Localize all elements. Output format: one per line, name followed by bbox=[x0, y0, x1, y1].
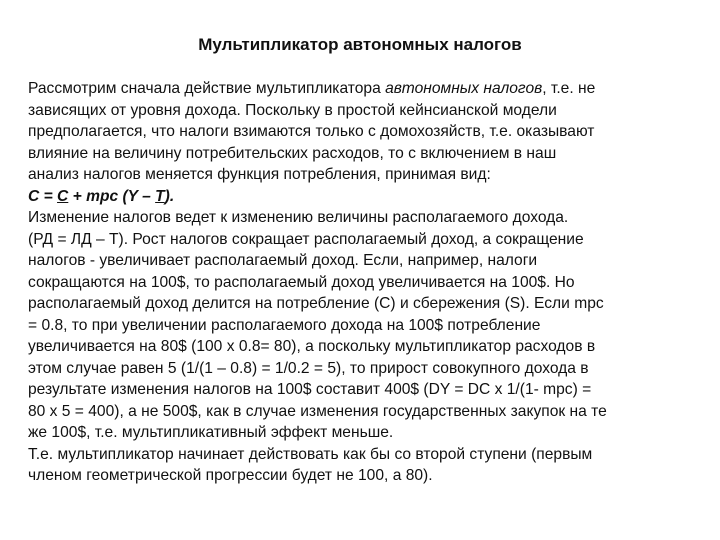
formula-part-1: С = bbox=[28, 187, 58, 205]
formula-autonomous-taxes: T bbox=[155, 187, 165, 205]
text-line-1 bbox=[28, 78, 708, 100]
body-text bbox=[28, 78, 708, 487]
consumption-formula bbox=[28, 186, 708, 208]
formula-part-3: + mpc (Y – bbox=[68, 187, 156, 205]
slide-title: Мультипликатор автономных налогов bbox=[198, 35, 522, 54]
text-line-12: = 0.8, то при увеличении располагаемого дохода на 100$ потребление bbox=[28, 316, 541, 334]
text-line-2: зависящих от уровня дохода. Поскольку в простой кейнсианской модели bbox=[28, 101, 557, 119]
text-line-15: результате изменения налогов на 100$ составит 400$ (DY = DC x 1/(1- mpc) = bbox=[28, 381, 592, 398]
text-line-16: 80 х 5 = 400), а не 500$, как в случае изменения государственных закупок на те bbox=[28, 402, 607, 420]
formula-autonomous-consumption: С bbox=[57, 187, 69, 205]
text-line-13: увеличивается на 80$ (100 х 0.8= 80), а поскольку мультипликатор расходов в bbox=[28, 338, 596, 355]
formula-part-5: ). bbox=[164, 187, 175, 205]
text-line-5: анализ налогов меняется функция потребления, принимая вид: bbox=[28, 166, 491, 183]
text-line-14: этом случае равен 5 (1/(1 – 0.8) = 1/0.2 = 5), то прирост совокупного дохода в bbox=[28, 359, 589, 377]
text-line-9: налогов - увеличивает располагаемый доход. Если, например, налоги bbox=[28, 252, 538, 269]
text-line-17: же 100$, т.е. мультипликативный эффект меньше. bbox=[28, 424, 394, 441]
text-line-11: располагаемый доход делится на потребление (С) и сбережения (S). Если mpc bbox=[28, 295, 604, 312]
text-line-4: влияние на величину потребительских расходов, то с включением в наш bbox=[28, 144, 557, 162]
text-line-10: сокращаются на 100$, то располагаемый доход увеличивается на 100$. Но bbox=[28, 273, 575, 291]
line-1-part-c: , т.е. не bbox=[542, 80, 596, 97]
text-line-7: Изменение налогов ведет к изменению величины располагаемого дохода. bbox=[28, 209, 569, 226]
text-line-3: предполагается, что налоги взимаются только с домохозяйств, т.е. оказывают bbox=[28, 123, 595, 140]
line-1-part-a: Рассмотрим сначала действие мультипликатора bbox=[28, 80, 386, 97]
text-line-18: Т.е. мультипликатор начинает действовать как бы со второй ступени (первым bbox=[28, 445, 593, 463]
text-line-8: (РД = ЛД – Т). Рост налогов сокращает располагаемый доход, а сокращение bbox=[28, 230, 584, 248]
line-1-italic-term: автономных налогов bbox=[385, 80, 543, 97]
text-line-19: членом геометрической прогрессии будет не 100, а 80). bbox=[28, 467, 433, 484]
